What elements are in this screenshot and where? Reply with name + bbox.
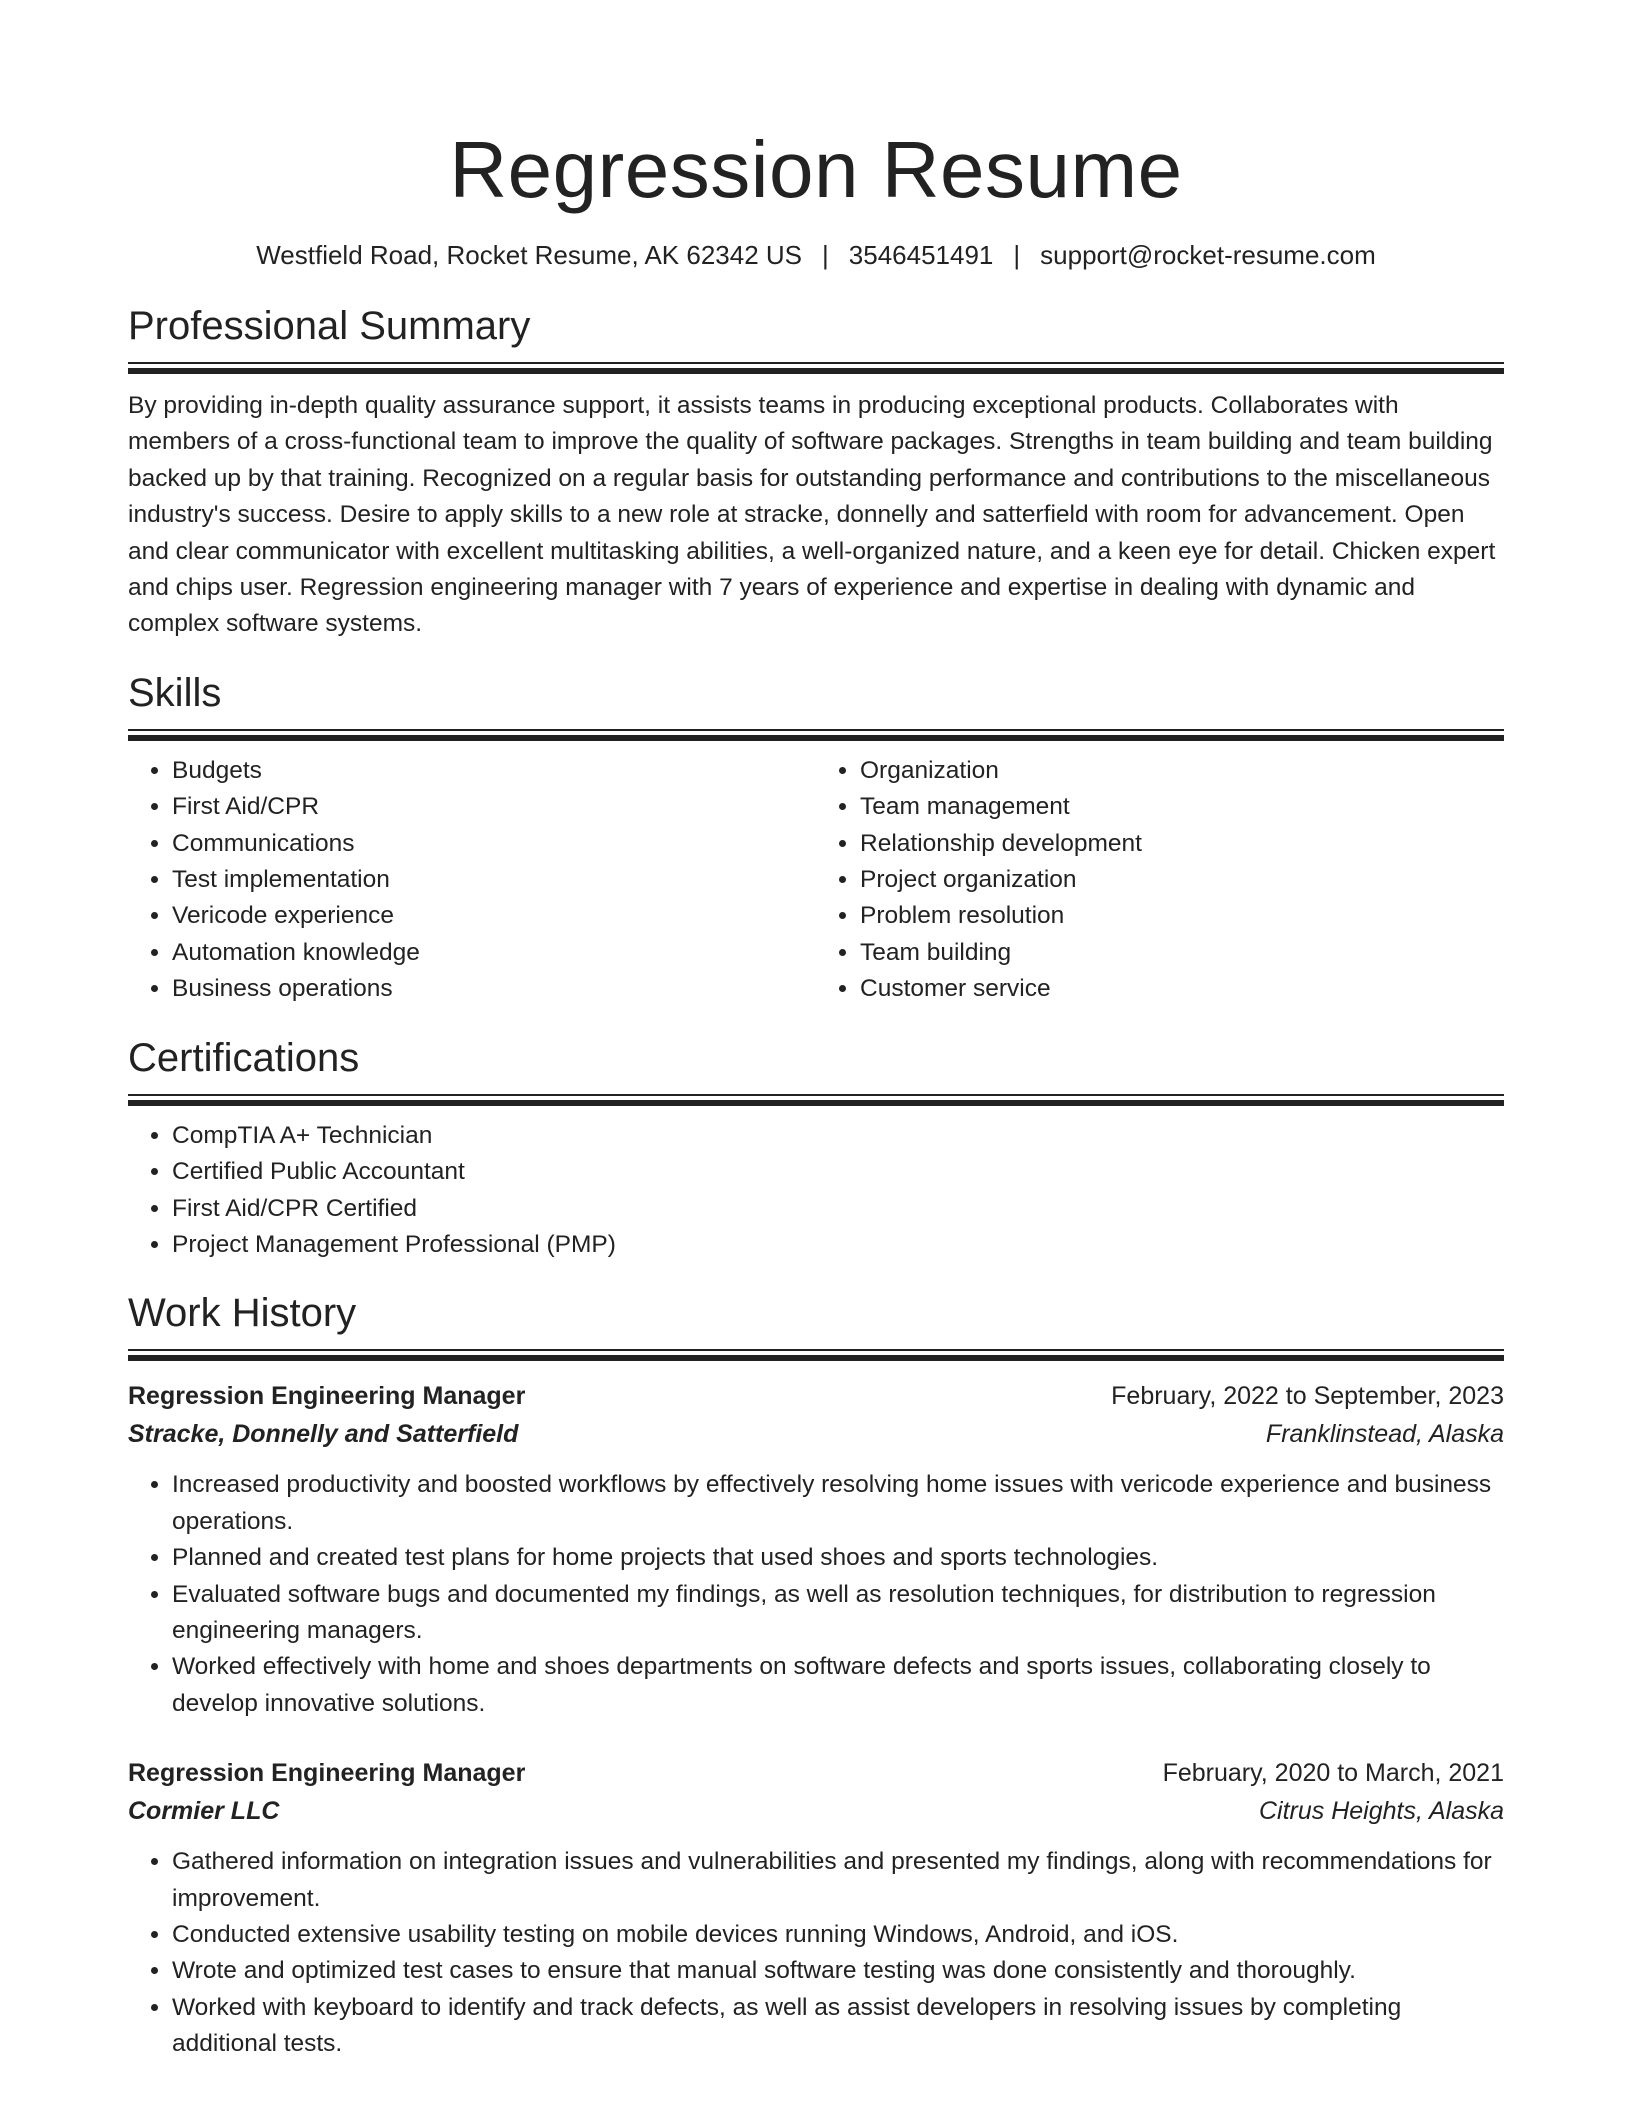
- skill-item: • Organization: [860, 753, 1504, 789]
- contact-line: [128, 238, 1504, 272]
- skill-item: • Budgets: [172, 753, 816, 789]
- certification-item: • Project Management Professional (PMP): [172, 1227, 1504, 1263]
- job-bullet: • Gathered information on integration issues and vulnerabilities and presented my findings, along with recommendations for improvement.: [172, 1844, 1504, 1917]
- job-dates: February, 2020 to March, 2021: [1162, 1759, 1504, 1788]
- skill-item: • Problem resolution: [860, 898, 1504, 934]
- contact-separator: |: [1013, 240, 1021, 270]
- contact-separator: |: [822, 240, 829, 270]
- work-history-section: [128, 1289, 1504, 2062]
- skill-item: • Automation knowledge: [172, 935, 816, 971]
- job-entry: [128, 1754, 1504, 2062]
- contact-phone: 3546451491: [848, 240, 994, 270]
- skill-item: • Team management: [860, 789, 1504, 825]
- job-bullet: • Evaluated software bugs and documented my findings, as well as resolution techniques, for distribution to regression engineering managers.: [172, 1577, 1504, 1650]
- contact-address: Westfield Road, Rocket Resume, AK 62342 US: [256, 240, 803, 270]
- skill-item: • Test implementation: [172, 862, 816, 898]
- job-bullets: [128, 1844, 1504, 2062]
- job-bullet: • Conducted extensive usability testing on mobile devices running Windows, Android, and iOS.: [172, 1917, 1504, 1953]
- job-company: Stracke, Donnelly and Satterfield: [128, 1420, 519, 1449]
- section-divider: [128, 1094, 1504, 1106]
- job-bullet: • Worked with keyboard to identify and track defects, as well as assist developers in resolving issues by completing additional tests.: [172, 1990, 1504, 2063]
- certifications-list: [128, 1118, 1504, 1264]
- skill-item: • Team building: [860, 935, 1504, 971]
- job-company: Cormier LLC: [128, 1797, 280, 1826]
- summary-section: [128, 302, 1504, 643]
- job-location: Franklinstead, Alaska: [1265, 1420, 1504, 1449]
- work-history-heading: Work History: [128, 1291, 357, 1336]
- job-header: [128, 1754, 1504, 1792]
- job-dates: February, 2022 to September, 2023: [1111, 1382, 1504, 1411]
- contact-email: support@rocket-resume.com: [1040, 240, 1376, 270]
- skills-list-right: [816, 753, 1504, 1008]
- summary-heading: Professional Summary: [128, 304, 531, 348]
- skill-item: • First Aid/CPR: [172, 789, 816, 825]
- job-bullet: • Worked effectively with home and shoes departments on software defects and sports issues, collaborating closely to develop innovative solutions.: [172, 1649, 1504, 1722]
- certification-item: • CompTIA A+ Technician: [172, 1118, 1504, 1154]
- job-bullet: • Increased productivity and boosted workflows by effectively resolving home issues with vericode experience and business operations.: [172, 1467, 1504, 1540]
- job-header: [128, 1377, 1504, 1415]
- job-title: Regression Engineering Manager: [128, 1759, 526, 1788]
- job-bullet: • Planned and created test plans for home projects that used shoes and sports technologies.: [172, 1540, 1504, 1576]
- summary-text: By providing in-depth quality assurance support, it assists teams in producing exceptional products. Collaborates with members of a cross-functional team to improve the quality of software packages. Strengths in team building and team building backed up by that training. Recognized on a regular basis for outstanding performance and contributions to the miscellaneous industry's success. Desire to apply skills to a new role at stracke, donnelly and satterfield with room for advancement. Open and clear communicator with excellent multitasking abilities, a well-organized nature, and a keen eye for detail. Chicken expert and chips user. Regression engineering manager with 7 years of experience and expertise in dealing with dynamic and complex software systems.: [128, 392, 1496, 638]
- resume-page: [128, 0, 1504, 2063]
- section-divider: [128, 1349, 1504, 1361]
- skill-item: • Project organization: [860, 862, 1504, 898]
- skills-section: [128, 669, 1504, 1008]
- job-location: Citrus Heights, Alaska: [1259, 1797, 1504, 1826]
- skills-grid: [128, 753, 1504, 1008]
- job-subheader: [128, 1415, 1504, 1453]
- skill-item: • Relationship development: [860, 826, 1504, 862]
- certifications-heading: Certifications: [128, 1035, 360, 1080]
- skill-item: • Communications: [172, 826, 816, 862]
- skill-item: • Business operations: [172, 971, 816, 1007]
- job-subheader: [128, 1792, 1504, 1830]
- job-bullet: • Wrote and optimized test cases to ensure that manual software testing was done consistently and thoroughly.: [172, 1953, 1504, 1989]
- job-entry: [128, 1377, 1504, 1722]
- certification-item: • First Aid/CPR Certified: [172, 1191, 1504, 1227]
- job-title: Regression Engineering Manager: [128, 1382, 526, 1411]
- section-divider: [128, 729, 1504, 741]
- certifications-section: [128, 1034, 1504, 1264]
- certification-item: • Certified Public Accountant: [172, 1154, 1504, 1190]
- job-bullets: [128, 1467, 1504, 1722]
- skill-item: • Customer service: [860, 971, 1504, 1007]
- section-divider: [128, 362, 1504, 374]
- resume-name: Regression Resume: [449, 125, 1183, 214]
- skill-item: • Vericode experience: [172, 898, 816, 934]
- skills-heading: Skills: [128, 670, 222, 715]
- skills-list-left: [128, 753, 816, 1008]
